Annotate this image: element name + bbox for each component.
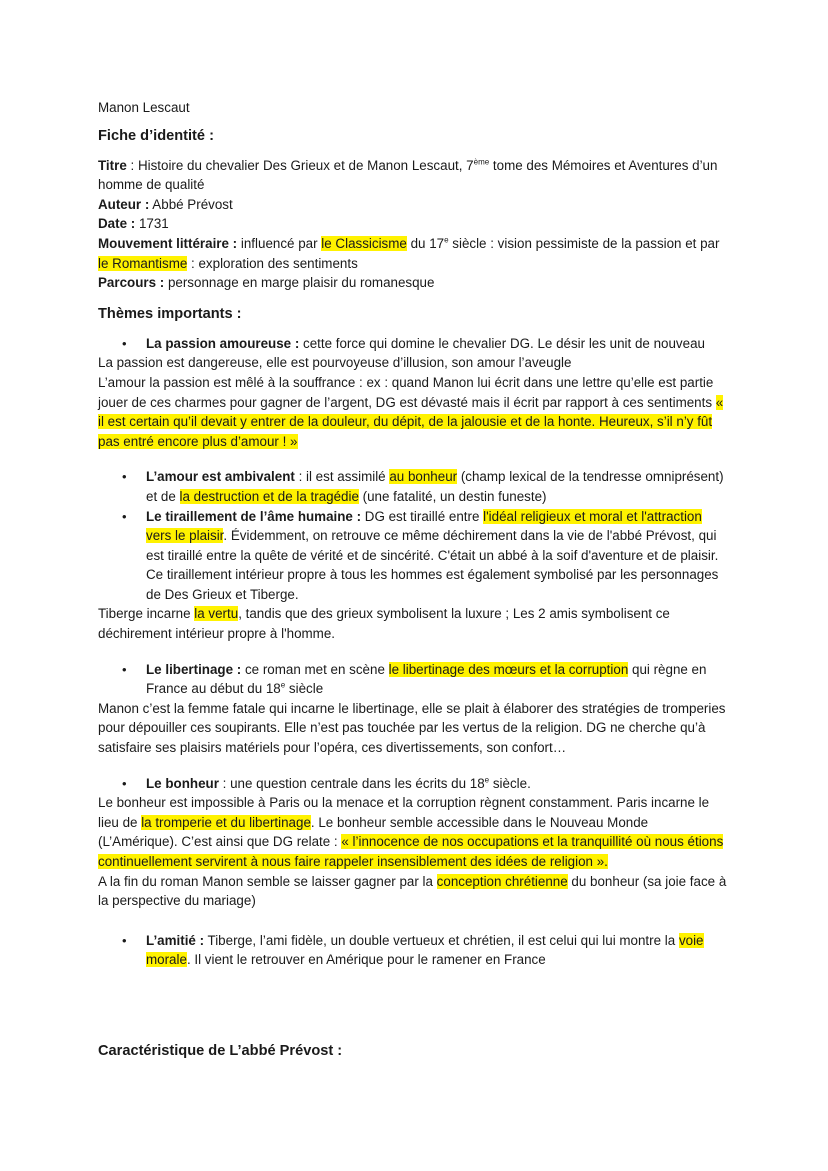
theme-ambivalent [98,467,728,506]
bonheur-text-a: : une question centrale dans les écrits du 18 [218,775,485,791]
theme-list-amitie [98,931,728,970]
titre-value: : Histoire du chevalier Des Grieux et de Manon Lescaut, 7 [126,157,474,173]
fiche-titre [98,156,728,195]
auteur-value: Abbé Prévost [149,196,233,212]
ambivalent-text-b: (champ lexical de la tendresse omniprésent) et de [146,469,724,504]
parcours-value: personnage en marge plaisir du romanesque [164,275,435,291]
bonheur-text-b: siècle. [489,775,531,791]
libertinage-highlight: le libertinage des mœurs et la corruption [388,661,629,677]
bullet-icon: • [122,932,127,948]
fiche-heading: Fiche d’identité : [98,127,214,144]
ambivalent-text-c: (une fatalité, un destin funeste) [358,488,547,504]
bullet-icon: • [122,661,127,677]
ambivalent-text-a: : il est assimilé [294,469,390,485]
mouvement-sup: e [444,235,449,245]
date-value: 1731 [135,216,169,232]
passion-quote-highlight: « il est certain qu’il devait y entrer de la douleur, du dépit, de la jalousie et de la honte. Heureux, s’il n’y fût pas entré encore plus d’amour ! » [98,394,724,449]
bullet-icon: • [122,508,127,524]
mouvement-text-c: siècle : vision pessimiste de la passion et par [448,235,720,251]
theme-libertinage [98,660,728,699]
theme-bonheur [98,774,728,794]
ambivalent-label: L’amour est ambivalent [146,469,295,485]
passion-label: La passion amoureuse : [146,335,300,351]
tiraillement-text-b: . Évidemment, on retrouve ce même déchirement dans la vie de l'abbé Prévost, qui est tiraillé entre la quête de vérité et de sincérité. C'était un abbé à la soif d'aventure et de plaisir. Ce tiraillement intérieur propre à tous les hommes est également symbolisé par les personnages de Des Grieux et Tiberge. [146,528,719,602]
parcours-label: Parcours : [98,275,165,291]
document-page [98,98,728,1071]
tiberge-paragraph [98,604,728,643]
titre-value2: tome des Mémoires et Aventures d’un homme de qualité [98,157,718,193]
theme-list-passion [98,334,728,354]
mouvement-highlight-classicisme: le Classicisme [321,235,407,251]
amitie-highlight-voie-morale: voie morale [146,932,704,968]
libertinage-paragraph: Manon c’est la femme fatale qui incarne le libertinage, elle se plait à élaborer des stratégies de tromperies pour dépouiller ces soupirants. Elle n’est pas touchée par les vertus de la religion. DG ne cherche qu’à satisfaire ses plaisirs matériels pour l’opéra, ces divertissements, son confort… [98,700,726,756]
bonheur-label: Le bonheur [146,775,219,791]
bonheur-quote-highlight: « l’innocence de nos occupations et la tranquillité où nous étions continuellement servirent à nous faire rappeler insensiblement des idées de religion ». [98,834,724,869]
tiberge-text-b: , tandis que des grieux symbolisent la luxure ; Les 2 amis symbolisent ce déchirement intérieur propre à l'homme. [98,606,670,642]
mouvement-text-a: influencé par [237,235,322,251]
themes-heading: Thèmes importants : [98,305,242,322]
theme-tiraillement [98,507,728,605]
libertinage-text-a: ce roman met en scène [241,661,389,677]
fiche-mouvement [98,234,728,273]
fiche-block [98,156,728,293]
theme-list-ambivalent [98,467,728,604]
mouvement-text-b: du 17 [406,235,445,251]
bonheur-p2-text-b: du bonheur (sa joie face à la perspective du mariage) [98,873,727,909]
doc-title: Manon Lescaut [98,100,190,115]
tiraillement-highlight: l'idéal religieux et moral et l'attraction vers le plaisir [146,508,702,544]
bonheur-p1-text-b: . Le bonheur semble accessible dans le Nouveau Monde (L’Amérique). C’est ainsi que DG relate : [98,814,649,850]
libertinage-label: Le libertinage : [146,661,242,677]
fiche-auteur [98,195,728,215]
caracteristique-heading: Caractéristique de L’abbé Prévost : [98,1042,343,1059]
bonheur-highlight-chretienne: conception chrétienne [436,873,568,889]
theme-passion [98,334,728,354]
bullet-icon: • [122,469,127,485]
ambivalent-highlight-destruction: la destruction et de la tragédie [179,488,359,504]
libertinage-sup: e [280,680,286,690]
bonheur-p1-text-a: Le bonheur est impossible à Paris ou la menace et la corruption règnent constamment. Paris incarne le lieu de [98,795,710,830]
tiberge-text-a: Tiberge incarne [98,606,195,622]
auteur-label: Auteur : [98,196,150,212]
mouvement-text-d: : exploration des sentiments [187,255,358,271]
passion-paragraph [98,373,728,451]
fiche-date [98,214,728,234]
passion-text: cette force qui domine le chevalier DG. Le désir les unit de nouveau [299,335,705,351]
tiraillement-label: Le tiraillement de l’âme humaine : [146,508,362,524]
theme-list-libertinage [98,660,728,699]
bonheur-highlight-tromperie: la tromperie et du libertinage [141,814,311,830]
bonheur-paragraph-2 [98,872,728,911]
bonheur-paragraph-1 [98,793,728,871]
tiberge-highlight-vertu: la vertu [194,606,239,622]
bonheur-sup: e [484,775,490,785]
passion-para-text: L’amour la passion est mêlé à la souffrance : ex : quand Manon lui écrit dans une lettre qu’elle est partie jouer de ces charmes pour gagner de l’argent, DG est dévasté mais il écrit par rapport à ces sentiments [98,374,716,410]
date-label: Date : [98,216,136,232]
fiche-parcours [98,273,728,293]
libertinage-text-c: siècle [285,681,324,697]
mouvement-highlight-romantisme: le Romantisme [98,255,188,271]
titre-sup: ème [473,157,490,167]
passion-line2: La passion est dangereuse, elle est pourvoyeuse d’illusion, son amour l’aveugle [98,355,572,371]
theme-list-bonheur [98,774,728,794]
titre-label: Titre [98,157,127,173]
tiraillement-text-a: DG est tiraillé entre [361,508,484,524]
bullet-icon: • [122,775,127,791]
amitie-text-b: . Il vient le retrouver en Amérique pour le ramener en France [186,952,546,968]
theme-amitie [98,931,728,970]
bullet-icon: • [122,335,127,351]
amitie-label: L’amitié : [146,932,205,948]
amitie-text-a: Tiberge, l’ami fidèle, un double vertueux et chrétien, il est celui qui lui montre la [204,932,679,948]
ambivalent-highlight-bonheur: au bonheur [389,469,458,485]
mouvement-label: Mouvement littéraire : [98,235,238,251]
bonheur-p2-text-a: A la fin du roman Manon semble se laisser gagner par la [98,873,437,889]
libertinage-text-b: qui règne en France au début du 18 [146,661,707,697]
